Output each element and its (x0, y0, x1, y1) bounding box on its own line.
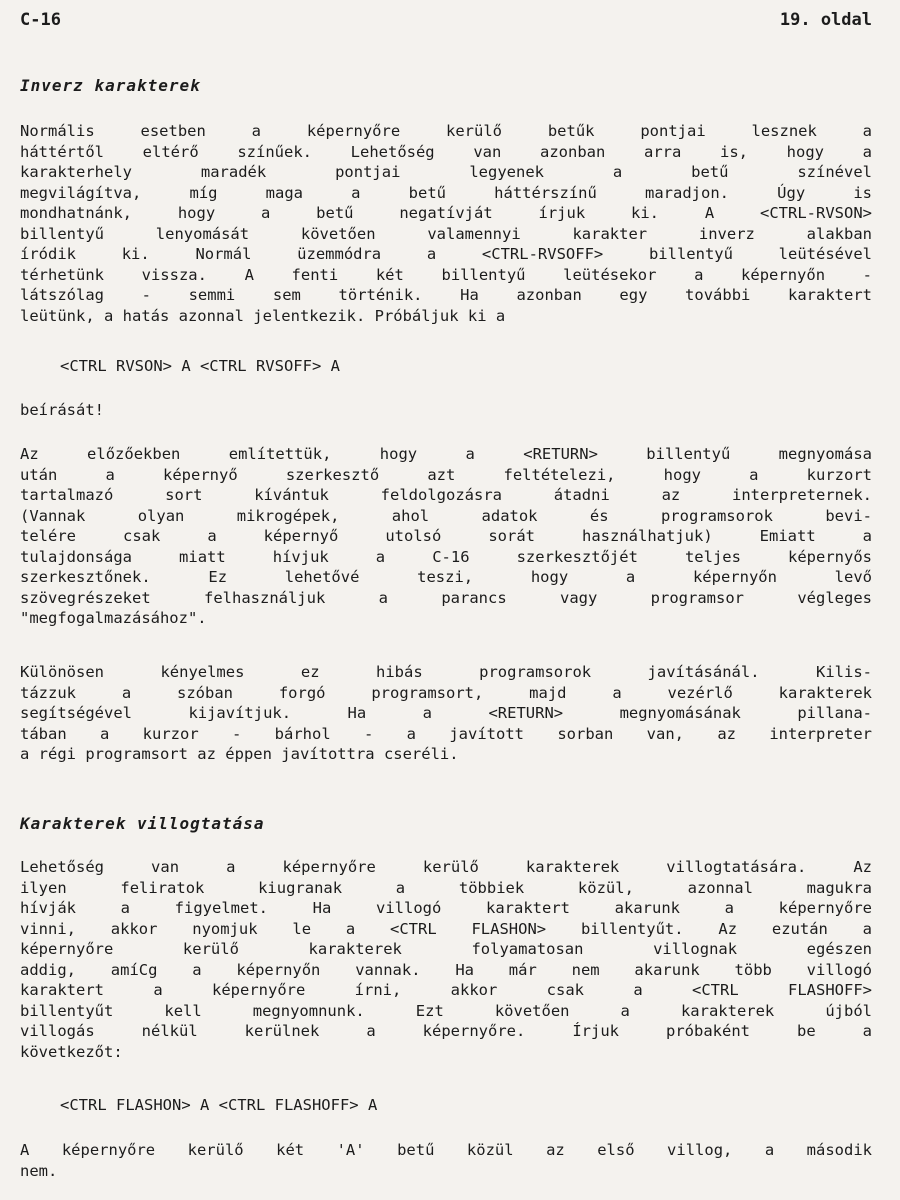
text-line: (Vannak olyan mikrogépek, ahol adatok és programsorok bevi- (20, 506, 872, 525)
text-line: ilyen feliratok kiugranak a többiek közül, azonnal magukra (20, 878, 872, 897)
text-line: vinni, akkor nyomjuk le a <CTRL FLASHON> billentyűt. Az ezután a (20, 919, 872, 938)
page-number: 19. oldal (779, 10, 872, 30)
text-line: karaktert a képernyőre írni, akkor csak a <CTRL FLASHOFF> (20, 981, 872, 999)
text-line: szerkesztőnek. Ez lehetővé teszi, hogy a képernyőn levő (20, 568, 872, 586)
text-line: térhetünk vissza. A fenti két billentyű leütésekor a képernyőn - (20, 265, 872, 284)
text-line: karakterhely maradék pontjai legyenek a betű színével (20, 163, 872, 181)
text-line: telére csak a képernyő utolsó sorát használhatjuk) Emiatt a (20, 527, 872, 545)
text-line: Normális esetben a képernyőre kerülő betűk pontjai lesznek a (20, 122, 872, 140)
text-line: leütünk, a hatás azonnal jelentkezik. Próbáljuk ki a (20, 306, 506, 325)
text-line: A képernyőre kerülő két 'A' betű közül az első villog, a második (20, 1141, 872, 1159)
text-line: tulajdonsága miatt hívjuk a C-16 szerkesztőjét teljes képernyős (20, 547, 872, 566)
text-line: billentyű lenyomását követően valamennyi karakter inverz alakban (20, 224, 872, 243)
text-line: háttértől eltérő színűek. Lehetőség van azonban arra is, hogy a (20, 142, 872, 161)
text-line: tában a kurzor - bárhol - a javított sorban van, az interpreter (20, 724, 872, 743)
text-line: billentyűt kell megnyomnunk. Ezt követően a karakterek újból (20, 1001, 872, 1020)
text-line: villogás nélkül kerülnek a képernyőre. Írjuk próbaként be a (20, 1022, 872, 1040)
text-line: után a képernyő szerkesztő azt feltételezi, hogy a kurzort (20, 465, 872, 484)
text-line: Lehetőség van a képernyőre kerülő karakterek villogtatására. Az (20, 858, 872, 876)
text-line-after-code: beírását! (20, 401, 104, 419)
text-line: tartalmazó sort kívántuk feldolgozásra átadni az interpreternek. (20, 486, 872, 504)
text-line: íródik ki. Normál üzemmódra a <CTRL-RVSOFF> billentyű leütésével (20, 245, 872, 263)
code-example-inverse: <CTRL RVSON> A <CTRL RVSOFF> A (60, 357, 340, 375)
text-line: "megfogalmazásához". (20, 609, 207, 627)
paragraph-flashing-result (20, 1140, 872, 1181)
text-line: mondhatnánk, hogy a betű negatívját írjuk ki. A <CTRL-RVSON> (20, 204, 872, 222)
text-line: megvilágítva, míg maga a betű háttérszínű maradjon. Úgy is (20, 183, 872, 202)
text-line: Különösen kényelmes ez hibás programsorok javításánál. Kilis- (20, 663, 872, 681)
text-line: Az előzőekben említettük, hogy a <RETURN> billentyű megnyomása (20, 445, 872, 463)
paragraph-screen-editor (20, 444, 872, 629)
text-line: képernyőre kerülő karakterek folyamatosan villognak egészen (20, 940, 872, 958)
text-line: hívják a figyelmet. Ha villogó karaktert akarunk a képernyőre (20, 899, 872, 917)
code-example-flashing: <CTRL FLASHON> A <CTRL FLASHOFF> A (60, 1096, 378, 1114)
section-heading-inverse: Inverz karakterek (20, 76, 201, 95)
text-line: a régi programsort az éppen javítottra cseréli. (20, 745, 459, 763)
paragraph-inverse-intro (20, 121, 872, 326)
text-line: szövegrészeket felhasználjuk a parancs vagy programsor végleges (20, 588, 872, 607)
text-line: addig, amíCg a képernyőn vannak. Ha már nem akarunk több villogó (20, 960, 872, 979)
paragraph-correction (20, 662, 872, 765)
section-heading-flashing: Karakterek villogtatása (20, 814, 265, 833)
text-line: tázzuk a szóban forgó programsort, majd a vezérlő karakterek (20, 683, 872, 702)
text-line: segítségével kijavítjuk. Ha a <RETURN> megnyomásának pillana- (20, 704, 872, 722)
text-line: következőt: (20, 1042, 123, 1061)
paragraph-flashing-intro (20, 857, 872, 1062)
text-line: látszólag - semmi sem történik. Ha azonban egy további karaktert (20, 286, 872, 304)
page-header (20, 10, 872, 36)
section-code: C-16 (20, 10, 61, 30)
text-line: nem. (20, 1161, 58, 1180)
